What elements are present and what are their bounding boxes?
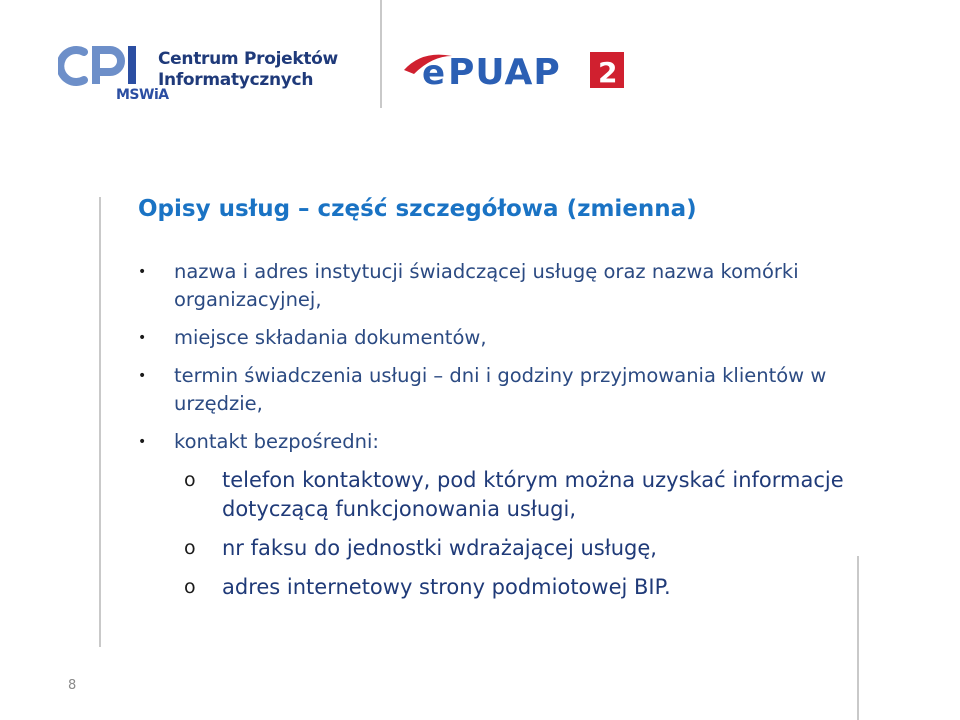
svg-text:2: 2 <box>598 56 618 89</box>
epuap-logo <box>402 46 632 96</box>
bullet-marker: • <box>138 330 147 346</box>
bullet-item <box>138 258 858 314</box>
subbullet-text: telefon kontaktowy, pod którym można uzyskać informacje dotyczącą funkcjonowania usługi, <box>222 468 844 521</box>
cpi-logo-text <box>158 49 338 91</box>
subbullet-marker: o <box>184 469 196 491</box>
cpi-logo-mswia: MSWiA <box>116 87 169 103</box>
subbullet-marker: o <box>184 576 196 598</box>
subbullet-item <box>138 466 858 524</box>
cpi-logo <box>58 40 348 110</box>
left-rule-line <box>99 197 101 647</box>
bullet-text: kontakt bezpośredni: <box>174 430 380 453</box>
header-divider-line <box>380 0 382 108</box>
subbullet-text: adres internetowy strony podmiotowej BIP. <box>222 575 671 599</box>
bullet-item <box>138 324 858 352</box>
cpi-logo-mark-icon <box>58 44 158 88</box>
bullet-marker: • <box>138 434 147 450</box>
bullet-item <box>138 362 858 418</box>
bullet-marker: • <box>138 264 147 280</box>
epuap-logo-icon <box>402 46 632 96</box>
cpi-logo-line2: Informatycznych <box>158 70 314 90</box>
subbullet-text: nr faksu do jednostki wdrażającej usługę, <box>222 536 657 560</box>
subbullet-item <box>138 573 858 602</box>
slide-content <box>138 258 858 612</box>
subbullet-item <box>138 534 858 563</box>
subbullet-marker: o <box>184 537 196 559</box>
slide-title: Opisy usług – część szczegółowa (zmienna) <box>138 196 697 222</box>
cpi-logo-line1: Centrum Projektów <box>158 49 338 69</box>
bullet-text: miejsce składania dokumentów, <box>174 326 487 349</box>
bullet-text: nazwa i adres instytucji świadczącej usługę oraz nazwa komórki organizacyjnej, <box>174 260 799 311</box>
svg-text:e: e <box>422 53 445 93</box>
bullet-marker: • <box>138 368 147 384</box>
bullet-text: termin świadczenia usługi – dni i godziny przyjmowania klientów w urzędzie, <box>174 364 827 415</box>
svg-text:PUAP: PUAP <box>448 52 561 93</box>
page-number: 8 <box>68 678 77 693</box>
bullet-item <box>138 428 858 456</box>
